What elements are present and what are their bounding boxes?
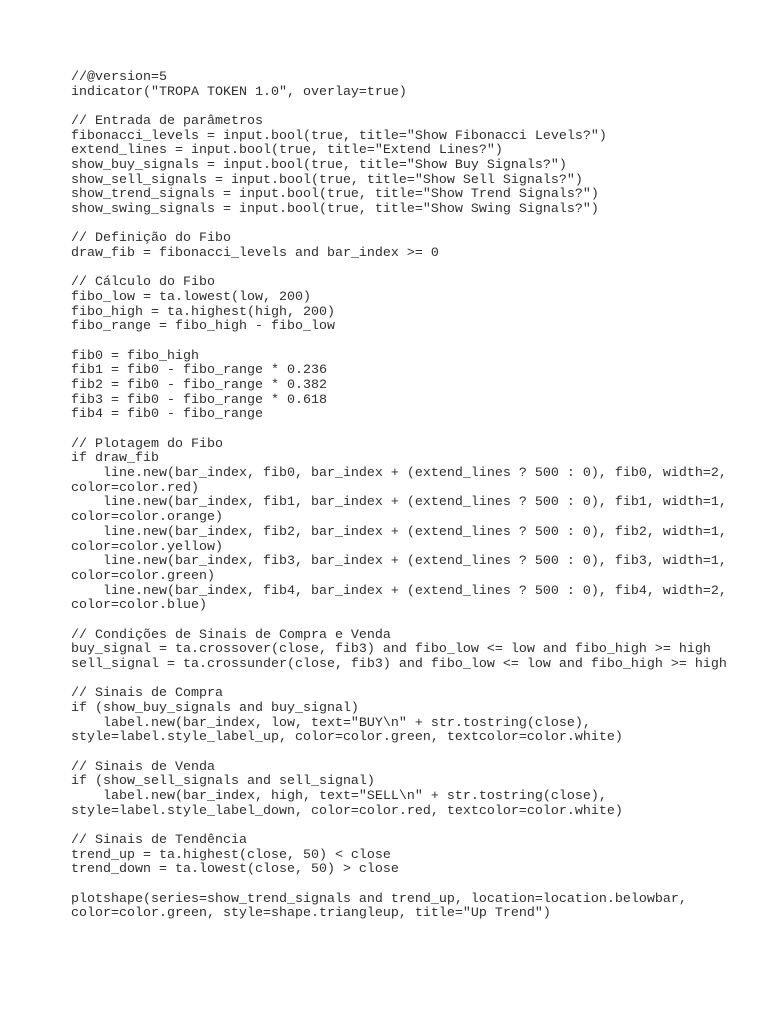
- blank-line: [71, 262, 731, 277]
- code-line: //@version=5: [71, 70, 167, 85]
- blank-line: [71, 335, 731, 350]
- code-line: plotshape(series=show_trend_signals and trend_up, location=location.belowbar,: [71, 891, 687, 907]
- code-line: line.new(bar_index, fib1, bar_index + (extend_lines ? 500 : 0), fib1, width=1,: [71, 495, 727, 511]
- code-line: if (show_buy_signals and buy_signal): [71, 700, 359, 716]
- code-line: fib0 = fibo_high: [71, 348, 199, 364]
- code-line: line.new(bar_index, fib2, bar_index + (extend_lines ? 500 : 0), fib2, width=1,: [71, 524, 727, 540]
- code-comment: // Cálculo do Fibo: [71, 275, 215, 291]
- code-line: trend_up = ta.highest(close, 50) < close: [71, 847, 391, 863]
- code-line: show_buy_signals = input.bool(true, title="Show Buy Signals?"): [71, 158, 567, 174]
- code-line: fibo_range = fibo_high - fibo_low: [71, 319, 335, 335]
- code-line: label.new(bar_index, low, text="BUY\n" + str.tostring(close),: [71, 715, 591, 731]
- code-line: fibo_high = ta.highest(high, 200): [71, 304, 335, 320]
- code-line: show_trend_signals = input.bool(true, title="Show Trend Signals?"): [71, 187, 599, 203]
- code-line: fib1 = fib0 - fibo_range * 0.236: [71, 363, 327, 379]
- code-line: color=color.green): [71, 568, 215, 584]
- code-line: if (show_sell_signals and sell_signal): [71, 774, 375, 790]
- code-line: fibo_low = ta.lowest(low, 200): [71, 290, 311, 306]
- blank-line: [71, 218, 731, 233]
- code-line: show_swing_signals = input.bool(true, title="Show Swing Signals?"): [71, 202, 599, 218]
- blank-line: [71, 423, 731, 438]
- blank-line: [71, 819, 731, 834]
- code-line: indicator("TROPA TOKEN 1.0", overlay=true): [71, 84, 407, 100]
- blank-line: [71, 746, 731, 761]
- code-line: fib3 = fib0 - fibo_range * 0.618: [71, 392, 327, 408]
- code-comment: // Entrada de parâmetros: [71, 114, 263, 130]
- code-comment: // Sinais de Tendência: [71, 832, 247, 848]
- code-line: buy_signal = ta.crossover(close, fib3) and fibo_low <= low and fibo_high >= high: [71, 642, 711, 658]
- code-line: color=color.orange): [71, 510, 223, 526]
- code-line: line.new(bar_index, fib3, bar_index + (extend_lines ? 500 : 0), fib3, width=1,: [71, 554, 727, 570]
- code-line: sell_signal = ta.crossunder(close, fib3) and fibo_low <= low and fibo_high >= high: [71, 656, 727, 672]
- code-line: color=color.yellow): [71, 539, 223, 555]
- code-line: extend_lines = input.bool(true, title="Extend Lines?"): [71, 143, 503, 159]
- code-line: fib4 = fib0 - fibo_range: [71, 407, 263, 423]
- code-line: color=color.red): [71, 480, 199, 496]
- blank-line: [71, 614, 731, 629]
- code-line: fib2 = fib0 - fibo_range * 0.382: [71, 378, 327, 394]
- code-line: style=label.style_label_up, color=color.green, textcolor=color.white): [71, 730, 623, 746]
- code-line: color=color.green, style=shape.triangleup, title="Up Trend"): [71, 906, 551, 922]
- code-line: draw_fib = fibonacci_levels and bar_index >= 0: [71, 246, 439, 262]
- blank-line: [71, 878, 731, 893]
- code-comment: // Plotagem do Fibo: [71, 436, 223, 452]
- code-comment: // Definição do Fibo: [71, 231, 231, 247]
- code-comment: // Condições de Sinais de Compra e Venda: [71, 627, 391, 643]
- code-line: label.new(bar_index, high, text="SELL\n" + str.tostring(close),: [71, 788, 607, 804]
- code-line: fibonacci_levels = input.bool(true, title="Show Fibonacci Levels?"): [71, 128, 607, 144]
- code-line: line.new(bar_index, fib0, bar_index + (extend_lines ? 500 : 0), fib0, width=2,: [71, 466, 727, 482]
- code-line: trend_down = ta.lowest(close, 50) > close: [71, 862, 399, 878]
- blank-line: [71, 100, 731, 115]
- code-comment: // Sinais de Compra: [71, 686, 223, 702]
- code-line: style=label.style_label_down, color=color.red, textcolor=color.white): [71, 803, 623, 819]
- code-comment: // Sinais de Venda: [71, 759, 215, 775]
- code-document: [71, 71, 731, 922]
- code-line: show_sell_signals = input.bool(true, title="Show Sell Signals?"): [71, 172, 583, 188]
- blank-line: [71, 673, 731, 688]
- code-line: line.new(bar_index, fib4, bar_index + (extend_lines ? 500 : 0), fib4, width=2,: [71, 583, 727, 599]
- code-line: if draw_fib: [71, 451, 159, 467]
- code-line: color=color.blue): [71, 598, 207, 614]
